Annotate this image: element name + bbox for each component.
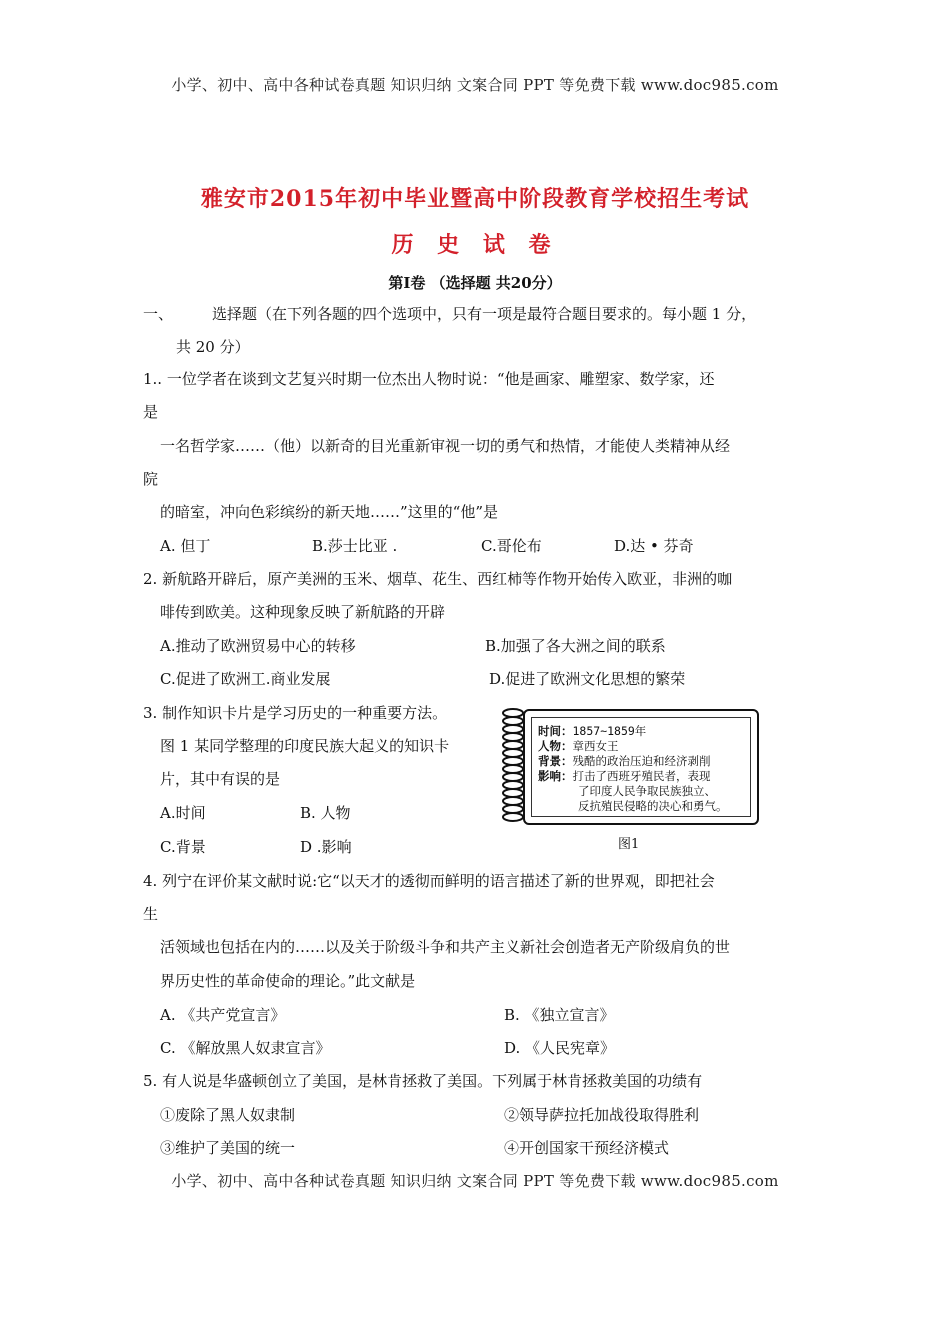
card-effect-value-1: 打击了西班牙殖民者，表现 xyxy=(572,769,711,783)
q3-option-a: A.时间 xyxy=(160,804,206,822)
card-person-value: 章西女王 xyxy=(572,739,619,753)
q4-line-4: 界历史性的革命使命的理论。”此文献是 xyxy=(160,972,416,990)
q4-line-1: 4. 列宁在评价某文献时说:它“以天才的透彻而鲜明的语言描述了新的世界观，即把社会 xyxy=(143,872,715,890)
q3-option-b: B. 人物 xyxy=(300,804,351,822)
card-effect-label: 影响： xyxy=(538,769,573,783)
card-effect-row xyxy=(538,768,711,784)
q4-line-3: 活领域也包括在内的……以及关于阶级斗争和共产主义新社会创造者无产阶级肩负的世 xyxy=(160,938,731,956)
card-time-row xyxy=(538,723,646,739)
q2-option-c: C.促进了欧洲工.商业发展 xyxy=(160,670,331,688)
q3-option-c: C.背景 xyxy=(160,838,206,856)
card-background-label: 背景： xyxy=(538,754,573,768)
exam-title: 雅安市2015年初中毕业暨高中阶段教育学校招生考试 xyxy=(200,186,750,212)
section-heading: 第Ⅰ卷 （选择题 共20分） xyxy=(388,274,562,292)
q3-line-2: 图 1 某同学整理的印度民族大起义的知识卡 xyxy=(160,737,450,755)
knowledge-card-figure xyxy=(495,701,765,831)
q1-option-c: C.哥伦布 xyxy=(481,537,542,555)
intro-text: 选择题（在下列各题的四个选项中，只有一项是最符合题目要求的。每小题 1 分， xyxy=(212,305,757,323)
card-background-value: 残酷的政治压迫和经济剥削 xyxy=(572,754,711,768)
q4-option-b: B. 《独立宣言》 xyxy=(504,1006,615,1024)
knowledge-card-inner xyxy=(531,717,751,817)
intro-text-2: 共 20 分） xyxy=(176,338,250,356)
card-time-value: 1857~1859年 xyxy=(572,724,647,738)
q5-option-1: ①废除了黑人奴隶制 xyxy=(160,1106,296,1124)
q1-option-a: A. 但丁 xyxy=(160,537,211,555)
card-effect-value-3: 反抗殖民侵略的决心和勇气。 xyxy=(578,799,728,813)
q2-line-1: 2. 新航路开辟后，原产美洲的玉米、烟草、花生、西红柿等作物开始传入欧亚，非洲的咖 xyxy=(143,570,733,588)
exam-subtitle: 历 史 试 卷 xyxy=(391,232,559,258)
q1-option-d: D.达 • 芬奇 xyxy=(614,537,694,555)
q4-option-a: A. 《共产党宣言》 xyxy=(160,1006,286,1024)
q3-line-1: 3. 制作知识卡片是学习历史的一种重要方法。 xyxy=(143,704,448,722)
q1-line-2: 是 xyxy=(143,403,159,421)
q3-option-d: D .影响 xyxy=(300,838,352,856)
page-footer: 小学、初中、高中各种试卷真题 知识归纳 文案合同 PPT 等免费下载 www.doc985.com xyxy=(171,1172,779,1190)
q4-line-2: 生 xyxy=(143,905,159,923)
q2-line-2: 啡传到欧美。这种现象反映了新航路的开辟 xyxy=(160,603,446,621)
q2-option-b: B.加强了各大洲之间的联系 xyxy=(485,637,666,655)
q2-option-d: D.促进了欧洲文化思想的繁荣 xyxy=(489,670,686,688)
q1-option-b: B.莎士比亚 . xyxy=(312,537,398,555)
q1-line-1: 1.. 一位学者在谈到文艺复兴时期一位杰出人物时说：“他是画家、雕塑家、数学家，还 xyxy=(143,370,715,388)
q4-option-c: C. 《解放黑人奴隶宣言》 xyxy=(160,1039,331,1057)
q2-option-a: A.推动了欧洲贸易中心的转移 xyxy=(160,637,356,655)
intro-number: 一、 xyxy=(143,305,174,323)
q1-line-3: 一名哲学家……（他）以新奇的目光重新审视一切的勇气和热情，才能使人类精神从经 xyxy=(160,437,731,455)
card-time-label: 时间： xyxy=(538,724,573,738)
card-person-row xyxy=(538,738,619,754)
q1-line-5: 的暗室，冲向色彩缤纷的新天地……”这里的“他”是 xyxy=(160,503,499,521)
q5-option-2: ②领导萨拉托加战役取得胜利 xyxy=(504,1106,700,1124)
knowledge-card xyxy=(523,709,759,825)
q3-line-3: 片，其中有误的是 xyxy=(160,770,281,788)
card-person-label: 人物： xyxy=(538,739,573,753)
figure-caption: 图1 xyxy=(618,837,640,852)
card-background-row xyxy=(538,753,711,769)
q5-option-4: ④开创国家干预经济模式 xyxy=(504,1139,670,1157)
q1-line-4: 院 xyxy=(143,470,159,488)
q5-line-1: 5. 有人说是华盛顿创立了美国，是林肯拯救了美国。下列属于林肯拯救美国的功绩有 xyxy=(143,1072,703,1090)
q5-option-3: ③维护了美国的统一 xyxy=(160,1139,296,1157)
q4-option-d: D. 《人民宪章》 xyxy=(504,1039,616,1057)
page-header: 小学、初中、高中各种试卷真题 知识归纳 文案合同 PPT 等免费下载 www.doc985.com xyxy=(171,76,779,94)
card-effect-value-2: 了印度人民争取民族独立、 xyxy=(578,784,716,798)
